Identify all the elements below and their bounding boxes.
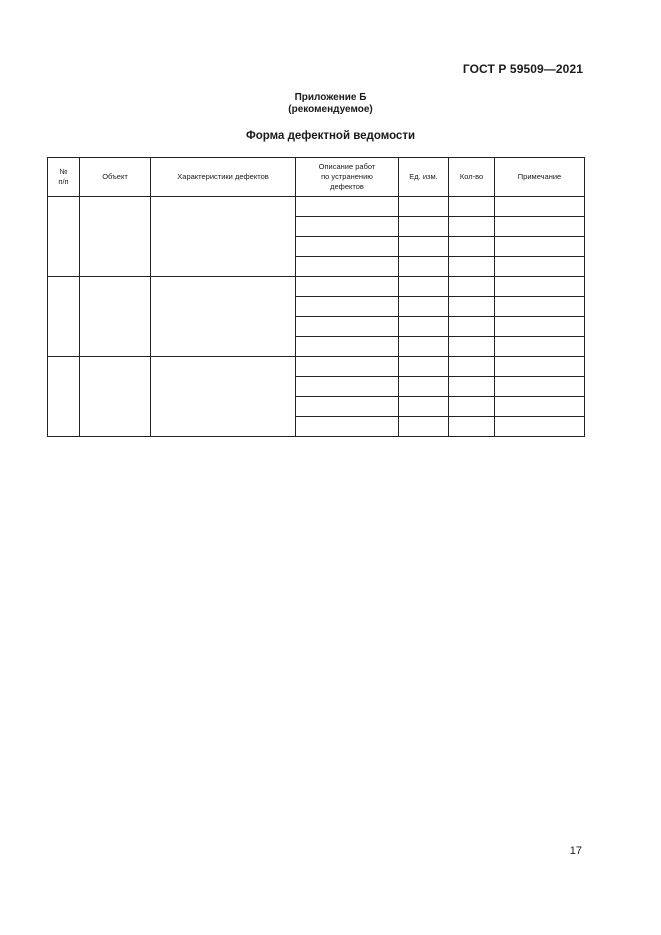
table-header-row bbox=[48, 158, 585, 197]
cell-object bbox=[80, 277, 151, 357]
cell-object bbox=[80, 357, 151, 437]
cell-unit bbox=[399, 257, 449, 277]
cell-note bbox=[495, 217, 585, 237]
cell-quantity bbox=[449, 317, 495, 337]
cell-unit bbox=[399, 217, 449, 237]
cell-quantity bbox=[449, 257, 495, 277]
cell-work-description bbox=[296, 337, 399, 357]
cell-work-description bbox=[296, 317, 399, 337]
cell-unit bbox=[399, 237, 449, 257]
appendix-status: (рекомендуемое) bbox=[288, 104, 373, 115]
cell-note bbox=[495, 277, 585, 297]
cell-work-description bbox=[296, 357, 399, 377]
cell-note bbox=[495, 257, 585, 277]
cell-defect-characteristics bbox=[151, 277, 296, 357]
cell-unit bbox=[399, 317, 449, 337]
cell-note bbox=[495, 377, 585, 397]
cell-unit bbox=[399, 337, 449, 357]
cell-number bbox=[48, 197, 80, 277]
cell-note bbox=[495, 417, 585, 437]
cell-unit bbox=[399, 357, 449, 377]
cell-work-description bbox=[296, 277, 399, 297]
cell-note bbox=[495, 337, 585, 357]
appendix-title: Приложение Б bbox=[294, 92, 367, 103]
col-header-note: Примечание bbox=[495, 158, 585, 197]
table-row bbox=[48, 277, 585, 297]
cell-note bbox=[495, 297, 585, 317]
cell-quantity bbox=[449, 377, 495, 397]
cell-work-description bbox=[296, 197, 399, 217]
cell-unit bbox=[399, 417, 449, 437]
cell-work-description bbox=[296, 377, 399, 397]
cell-work-description bbox=[296, 417, 399, 437]
cell-quantity bbox=[449, 397, 495, 417]
defects-table bbox=[47, 157, 585, 437]
cell-quantity bbox=[449, 417, 495, 437]
col-header-quantity: Кол-во bbox=[449, 158, 495, 197]
table-row bbox=[48, 197, 585, 217]
cell-defect-characteristics bbox=[151, 197, 296, 277]
cell-quantity bbox=[449, 337, 495, 357]
cell-defect-characteristics bbox=[151, 357, 296, 437]
cell-unit bbox=[399, 297, 449, 317]
document-code: ГОСТ Р 59509—2021 bbox=[462, 62, 583, 76]
col-header-number: № п/п bbox=[48, 158, 80, 197]
cell-quantity bbox=[449, 197, 495, 217]
cell-unit bbox=[399, 377, 449, 397]
cell-quantity bbox=[449, 217, 495, 237]
cell-work-description bbox=[296, 297, 399, 317]
col-header-defect-characteristics: Характеристики дефектов bbox=[151, 158, 296, 197]
cell-unit bbox=[399, 277, 449, 297]
cell-work-description bbox=[296, 257, 399, 277]
col-header-object: Объект bbox=[80, 158, 151, 197]
col-header-unit: Ед. изм. bbox=[399, 158, 449, 197]
cell-unit bbox=[399, 197, 449, 217]
defects-table-body bbox=[48, 197, 585, 437]
form-title: Форма дефектной ведомости bbox=[245, 130, 416, 142]
cell-quantity bbox=[449, 297, 495, 317]
cell-quantity bbox=[449, 277, 495, 297]
cell-work-description bbox=[296, 237, 399, 257]
cell-quantity bbox=[449, 357, 495, 377]
cell-quantity bbox=[449, 237, 495, 257]
cell-note bbox=[495, 397, 585, 417]
cell-note bbox=[495, 357, 585, 377]
cell-note bbox=[495, 237, 585, 257]
cell-number bbox=[48, 357, 80, 437]
table-row bbox=[48, 357, 585, 377]
cell-note bbox=[495, 317, 585, 337]
col-header-work-description: Описание работ по устранению дефектов bbox=[296, 158, 399, 197]
cell-note bbox=[495, 197, 585, 217]
cell-work-description bbox=[296, 217, 399, 237]
cell-object bbox=[80, 197, 151, 277]
cell-work-description bbox=[296, 397, 399, 417]
cell-number bbox=[48, 277, 80, 357]
page-number: 17 bbox=[569, 845, 582, 857]
cell-unit bbox=[399, 397, 449, 417]
